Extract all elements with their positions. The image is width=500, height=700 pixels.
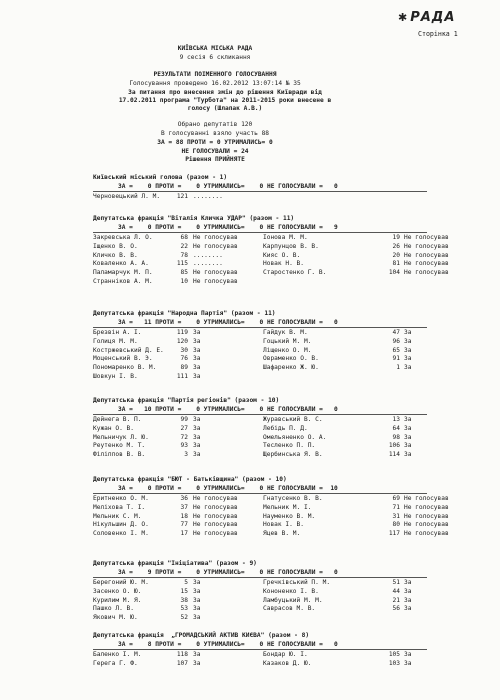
deputy-seat-number: 106 — [388, 442, 400, 450]
vote-result: За — [404, 596, 412, 604]
section-divider — [93, 493, 427, 494]
section-tally: ЗА = 0 ПРОТИ = 0 УТРИМАЛИСЬ= 0 НЕ ГОЛОСУВАЛИ = 10 — [118, 484, 338, 492]
section-title: Депутатська фракція „ГРОМАДСЬКИЙ АКТИВ КИЄВА" (разом - 8) — [93, 632, 310, 639]
section-tally: ЗА = 8 ПРОТИ = 0 УТРИМАЛИСЬ= 0 НЕ ГОЛОСУВАЛИ = 0 — [118, 640, 338, 648]
deputy-seat-number: 68 — [180, 234, 188, 241]
deputy-name: Іонова М. М. — [263, 234, 308, 241]
vote-result: Не голосував — [404, 242, 449, 250]
deputy-seat-number: 51 — [392, 579, 400, 586]
vote-result: За — [193, 416, 201, 423]
vote-result: Не голосував — [193, 269, 238, 277]
deputy-seat-number: 38 — [180, 596, 188, 604]
deputy-seat-number: 115 — [176, 260, 188, 268]
vote-result: За — [193, 579, 201, 586]
deputy-seat-number: 37 — [180, 503, 188, 511]
deputy-name: Кужан О. В. — [93, 424, 134, 432]
deputy-seat-number: 91 — [392, 355, 400, 363]
deputy-seat-number: 26 — [392, 242, 400, 250]
subject-line-2: 17.02.2011 програма "Турбота" на 2011-2015 роки внесене в — [118, 97, 332, 104]
deputy-seat-number: 47 — [392, 329, 400, 336]
section-divider — [93, 232, 427, 233]
deputy-name: Баленко І. М. — [93, 651, 142, 658]
not-voted-line: НЕ ГОЛОСУВАЛИ = 24 — [181, 148, 249, 155]
deputy-name: Новак Н. В. — [263, 260, 304, 268]
decision: Рішення ПРИЙНЯТЕ — [185, 156, 245, 163]
vote-result: За — [404, 346, 412, 354]
logo-text: РАДА — [410, 10, 456, 25]
vote-result: За — [193, 451, 201, 459]
deputy-name: Дейнега В. П. — [93, 416, 142, 423]
deputy-seat-number: 15 — [180, 587, 188, 595]
deputy-seat-number: 36 — [180, 495, 188, 502]
deputy-seat-number: 69 — [392, 495, 400, 502]
deputy-name: Засенко О. Ю. — [93, 587, 142, 595]
vote-result: Не голосував — [193, 521, 238, 529]
vote-result: За — [193, 346, 201, 354]
deputy-name: Соловенко І. М. — [93, 530, 149, 538]
vote-result: Не голосував — [193, 495, 238, 502]
deputy-name: Реутенко М. Т. — [93, 442, 146, 450]
deputy-seat-number: 64 — [392, 424, 400, 432]
section-tally: ЗА = 9 ПРОТИ = 0 УТРИМАЛИСЬ= 0 НЕ ГОЛОСУВАЛИ = 0 — [118, 568, 338, 576]
deputy-seat-number: 10 — [180, 278, 188, 285]
section-title: Депутатська фракція "Віталія Кличка УДАР" (разом - 11) — [93, 215, 295, 222]
deputy-seat-number: 103 — [388, 659, 400, 667]
subject-line-3: голосу (Шлапак А.В.) — [187, 105, 263, 112]
deputy-seat-number: 85 — [180, 269, 188, 277]
vote-result: За — [193, 433, 201, 441]
deputy-seat-number: 120 — [176, 337, 188, 345]
section-tally: ЗА = 10 ПРОТИ = 0 УТРИМАЛИСЬ= 0 НЕ ГОЛОСУВАЛИ = 0 — [118, 405, 338, 413]
vote-result: За — [193, 373, 201, 380]
deputy-seat-number: 121 — [176, 193, 188, 200]
deputy-name: Журавський В. С. — [263, 416, 323, 423]
deputy-name: Савраcов М. В. — [263, 605, 316, 613]
vote-result: За — [404, 659, 412, 667]
vote-result: Не голосував — [404, 269, 449, 277]
deputy-seat-number: 107 — [176, 659, 188, 667]
deputy-seat-number: 98 — [392, 433, 400, 441]
vote-result: За — [404, 605, 412, 613]
vote-result: Не голосував — [193, 234, 238, 241]
section-divider — [93, 414, 427, 415]
deputy-seat-number: 96 — [392, 337, 400, 345]
vote-result: Не голосував — [193, 503, 238, 511]
vote-result: За — [193, 424, 201, 432]
deputy-name: Гречківський П. М. — [263, 579, 331, 586]
vote-result: За — [404, 424, 412, 432]
vote-result: Не голосував — [404, 251, 449, 259]
totals-line: ЗА = 88 ПРОТИ = 0 УТРИМАЛИСЬ= 0 — [157, 139, 273, 146]
section-tally: ЗА = 0 ПРОТИ = 0 УТРИМАЛИСЬ= 0 НЕ ГОЛОСУВАЛИ = 9 — [118, 223, 338, 231]
deputy-seat-number: 18 — [180, 512, 188, 520]
vote-info: Голосування проведено 16.02.2012 13:07:14 № 35 — [129, 80, 301, 87]
section-tally: ЗА = 11 ПРОТИ = 0 УТРИМАЛИСЬ= 0 НЕ ГОЛОСУВАЛИ = 0 — [118, 318, 338, 326]
deputy-name: Еритненко О. М. — [93, 495, 149, 502]
vote-result: ........ — [193, 251, 223, 259]
deputy-seat-number: 80 — [392, 521, 400, 529]
section-divider — [93, 327, 427, 328]
deputy-name: Гайдук В. М. — [263, 329, 308, 336]
vote-result: Не голосував — [404, 234, 449, 241]
vote-result: Не голосував — [193, 278, 238, 285]
deputy-seat-number: 117 — [388, 530, 400, 538]
vote-result: За — [404, 651, 412, 658]
section-divider — [93, 649, 427, 650]
deputy-name: Кияс О. В. — [263, 251, 301, 259]
deputy-name: Тесленко П. П. — [263, 442, 316, 450]
session-info: 9 сесія 6 скликання — [179, 54, 251, 61]
deputy-seat-number: 13 — [392, 416, 400, 423]
deputy-name: Меліхова Т. І. — [93, 503, 146, 511]
deputy-seat-number: 118 — [176, 651, 188, 658]
deputy-seat-number: 22 — [180, 242, 188, 250]
deputy-seat-number: 5 — [184, 579, 188, 586]
vote-result: За — [193, 651, 201, 658]
deputy-name: Мельник С. М. — [93, 512, 142, 520]
deputy-name: Герега Г. Ф. — [93, 659, 138, 667]
section-title: Депутатська фракція "Ініціатива" (разом - 9) — [93, 560, 257, 567]
vote-result: ........ — [193, 193, 223, 200]
vote-result: За — [193, 659, 201, 667]
deputy-name: Гоцький М. М. — [263, 337, 312, 345]
section-title: Депутатська фракція "Партія регіонів" (разом - 10) — [93, 397, 280, 404]
deputy-name: Казаков Д. Ю. — [263, 659, 312, 667]
section-tally: ЗА = 0 ПРОТИ = 0 УТРИМАЛИСЬ= 0 НЕ ГОЛОСУВАЛИ = 0 — [118, 182, 338, 190]
deputy-name: Бондар Ю. І. — [263, 651, 308, 658]
deputy-seat-number: 1 — [396, 364, 400, 372]
vote-result: Не голосував — [193, 242, 238, 250]
deputy-seat-number: 72 — [180, 433, 188, 441]
council-name: КИЇВСЬКА МІСЬКА РАДА — [177, 45, 253, 52]
deputy-seat-number: 52 — [180, 614, 188, 622]
vote-result: Не голосував — [404, 503, 449, 511]
deputy-name: Моценський В. Э. — [93, 355, 153, 363]
vote-result: Не голосував — [404, 521, 449, 529]
section-title: Депутатська фракція "Народна Партія" (разом - 11) — [93, 310, 276, 317]
vote-result: За — [404, 579, 412, 586]
deputy-seat-number: 44 — [392, 587, 400, 595]
deputy-name: Старостенко Г. В. — [263, 269, 327, 277]
section-title: Київський міський голова (разом - 1) — [93, 174, 228, 181]
section-divider — [93, 577, 427, 578]
vote-result: Не голосував — [404, 495, 449, 502]
deputy-name: Іщенко В. О. — [93, 242, 138, 250]
vote-result: За — [404, 442, 412, 450]
deputy-name: Ламбуцький М. М. — [263, 596, 323, 604]
deputy-name: Лебідь П. Д. — [263, 424, 308, 432]
vote-result: За — [193, 329, 201, 336]
deputy-name: Науменко В. М. — [263, 512, 316, 520]
vote-result: За — [193, 337, 201, 345]
deputy-name: Закревська Л. О. — [93, 234, 153, 241]
deputy-name: Овраменко О. В. — [263, 355, 319, 363]
deputy-seat-number: 65 — [392, 346, 400, 354]
deputy-name: Кононенко І. В. — [263, 587, 319, 595]
deputy-seat-number: 20 — [392, 251, 400, 259]
deputy-name: Шовкун І. В. — [93, 373, 138, 380]
vote-result: За — [404, 451, 412, 459]
deputy-seat-number: 99 — [180, 416, 188, 423]
vote-result: За — [404, 329, 412, 336]
star-emblem-icon: ✱ — [398, 11, 409, 24]
vote-result: За — [193, 355, 201, 363]
deputy-name: Паламарчук М. П. — [93, 269, 153, 277]
deputy-seat-number: 31 — [392, 512, 400, 520]
document-title: РЕЗУЛЬТАТИ ПОІМЕННОГО ГОЛОСУВАННЯ — [153, 71, 277, 78]
vote-result: За — [404, 587, 412, 595]
deputy-name: Омельяненко О. А. — [263, 433, 327, 441]
deputy-name: Нікульшин Д. О. — [93, 521, 149, 529]
vote-result: За — [404, 355, 412, 363]
deputy-name: Карпунцов В. В. — [263, 242, 319, 250]
section-divider — [93, 191, 427, 192]
vote-result: За — [193, 442, 201, 450]
vote-result: Не голосував — [404, 260, 449, 268]
deputy-name: Ліщенко О. М. — [263, 346, 312, 354]
deputy-name: Мельничук Л. Ю. — [93, 433, 149, 441]
vote-result: ........ — [193, 260, 223, 268]
deputy-seat-number: 17 — [180, 530, 188, 538]
deputy-name: Філіппов В. В. — [93, 451, 146, 459]
vote-result: За — [404, 364, 412, 372]
deputy-seat-number: 30 — [180, 346, 188, 354]
deputy-seat-number: 53 — [180, 605, 188, 613]
vote-result: За — [404, 433, 412, 441]
deputy-name: Яцев В. М. — [263, 530, 301, 538]
deputy-name: Костржевський Д. Е. — [93, 346, 164, 354]
deputy-seat-number: 105 — [388, 651, 400, 658]
deputy-seat-number: 27 — [180, 424, 188, 432]
vote-result: Не голосував — [193, 512, 238, 520]
deputy-name: Черновецький Л. М. — [93, 193, 161, 200]
deputy-seat-number: 56 — [392, 605, 400, 613]
deputy-name: Кличко В. В. — [93, 251, 138, 259]
vote-result: Не голосував — [404, 512, 449, 520]
deputy-name: Голиця М. М. — [93, 337, 138, 345]
deputy-seat-number: 78 — [180, 251, 188, 259]
participated-count: В голосуванні взяло участь 88 — [160, 130, 270, 137]
deputy-seat-number: 77 — [180, 521, 188, 529]
deputy-name: Якович М. Ю. — [93, 614, 138, 622]
vote-result: За — [193, 605, 201, 613]
vote-result: Не голосував — [193, 530, 238, 538]
deputy-seat-number: 21 — [392, 596, 400, 604]
elected-count: Обрано депутатів 120 — [177, 121, 253, 128]
vote-result: Не голосував — [404, 530, 449, 538]
deputy-seat-number: 19 — [392, 234, 400, 241]
vote-result: За — [404, 337, 412, 345]
subject-line-1: За питання про внесення змін до рішення Київради від — [128, 89, 322, 96]
rada-logo — [398, 10, 456, 25]
deputy-name: Курилим М. Я. — [93, 596, 142, 604]
section-title: Депутатська фракція "БЮТ - Батьківщина" (разом - 10) — [93, 476, 287, 483]
deputy-name: Берегоний Ю. М. — [93, 579, 149, 586]
deputy-name: Коваленко А. А. — [93, 260, 149, 268]
deputy-name: Щербинська Я. В. — [263, 451, 323, 459]
deputy-seat-number: 114 — [388, 451, 400, 459]
deputy-name: Гнатусенко В. В. — [263, 495, 323, 502]
deputy-name: Странніков А. М. — [93, 278, 153, 285]
vote-result: За — [404, 416, 412, 423]
page-number: Сторінка 1 — [418, 30, 458, 38]
deputy-seat-number: 76 — [180, 355, 188, 363]
deputy-seat-number: 71 — [392, 503, 400, 511]
deputy-seat-number: 3 — [184, 451, 188, 459]
vote-result: За — [193, 587, 201, 595]
deputy-name: Мельник М. І. — [263, 503, 312, 511]
deputy-name: Брезвін А. І. — [93, 329, 142, 336]
deputy-seat-number: 111 — [176, 373, 188, 380]
deputy-seat-number: 119 — [176, 329, 188, 336]
vote-result: За — [193, 614, 201, 622]
vote-result: За — [193, 364, 201, 372]
vote-result: За — [193, 596, 201, 604]
deputy-name: Пономаренко В. М. — [93, 364, 157, 372]
deputy-name: Пашко Л. В. — [93, 605, 134, 613]
deputy-seat-number: 89 — [180, 364, 188, 372]
deputy-name: Шафаренко Ж. Ю. — [263, 364, 319, 372]
deputy-seat-number: 81 — [392, 260, 400, 268]
deputy-seat-number: 104 — [388, 269, 400, 277]
deputy-seat-number: 93 — [180, 442, 188, 450]
deputy-name: Новак І. В. — [263, 521, 304, 529]
